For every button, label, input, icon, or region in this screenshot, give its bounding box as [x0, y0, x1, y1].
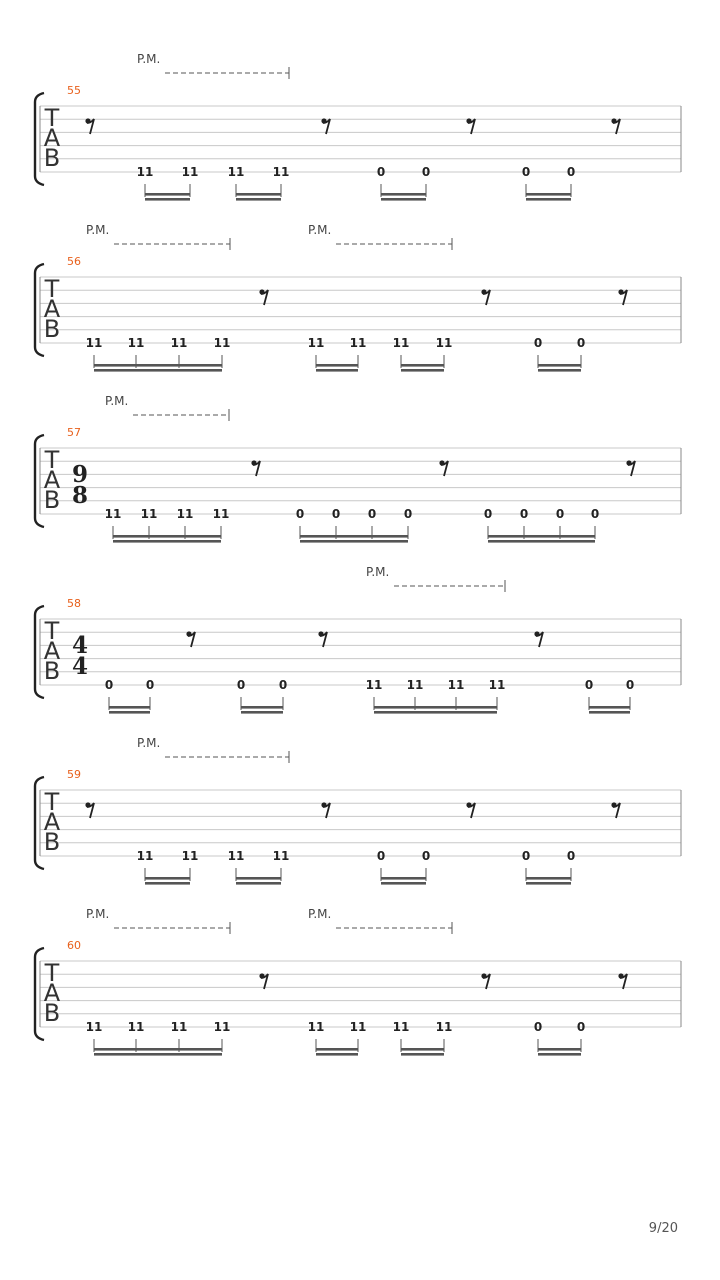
fret-number: 11 [140, 507, 158, 521]
beam [94, 1048, 222, 1051]
palm-mute-label: P.M. [137, 52, 161, 66]
beam [401, 369, 444, 372]
fret-number: 0 [584, 678, 594, 692]
tab-clef-letter: B [43, 486, 61, 514]
measure-number: 58 [67, 597, 81, 610]
tab-clef-letter: A [43, 637, 61, 665]
fret-number: 11 [104, 507, 122, 521]
beam [236, 198, 281, 201]
beam [538, 1048, 581, 1051]
tab-system [35, 907, 681, 1056]
beam [316, 1048, 358, 1051]
beam [374, 706, 497, 709]
fret-number: 0 [376, 849, 386, 863]
eighth-rest [85, 802, 94, 818]
fret-number: 11 [406, 678, 424, 692]
fret-number: 11 [227, 165, 245, 179]
tab-clef-letter: A [43, 979, 61, 1007]
fret-number: 0 [533, 336, 543, 350]
eighth-rest [466, 118, 475, 134]
fret-number: 11 [213, 336, 231, 350]
beam [109, 711, 150, 714]
beam [488, 540, 595, 543]
beam [241, 706, 283, 709]
fret-number: 0 [367, 507, 377, 521]
beam [401, 1048, 444, 1051]
tab-system [35, 565, 681, 714]
fret-number: 0 [295, 507, 305, 521]
fret-number: 0 [403, 507, 413, 521]
eighth-rest [439, 460, 448, 476]
fret-number: 11 [176, 507, 194, 521]
beam [538, 1053, 581, 1056]
beam [374, 711, 497, 714]
tab-clef-letter: B [43, 999, 61, 1027]
tab-clef-letter: T [44, 617, 60, 645]
tab-system [35, 394, 681, 543]
eighth-rest [618, 289, 627, 305]
beam [236, 882, 281, 885]
fret-number: 11 [307, 336, 325, 350]
fret-number: 0 [519, 507, 529, 521]
beam [381, 193, 426, 196]
eighth-rest [611, 118, 620, 134]
beam [526, 193, 571, 196]
eighth-rest [618, 973, 627, 989]
fret-number: 11 [85, 1020, 103, 1034]
measure-number: 57 [67, 426, 81, 439]
page-number: 9/20 [648, 1221, 678, 1236]
fret-number: 0 [590, 507, 600, 521]
fret-number: 11 [435, 336, 453, 350]
beam [316, 364, 358, 367]
eighth-rest [318, 631, 327, 647]
fret-number: 11 [170, 1020, 188, 1034]
tab-system [35, 52, 681, 201]
measure-number: 59 [67, 768, 81, 781]
fret-number: 11 [488, 678, 506, 692]
fret-number: 0 [555, 507, 565, 521]
palm-mute-label: P.M. [86, 223, 110, 237]
eighth-rest [611, 802, 620, 818]
fret-number: 11 [435, 1020, 453, 1034]
palm-mute-label: P.M. [308, 223, 332, 237]
beam [94, 369, 222, 372]
fret-number: 11 [272, 165, 290, 179]
beam [538, 364, 581, 367]
palm-mute-label: P.M. [137, 736, 161, 750]
tab-clef-letter: B [43, 657, 61, 685]
beam [94, 364, 222, 367]
time-signature-top: 4 [71, 632, 89, 659]
fret-number: 11 [272, 849, 290, 863]
measure-number: 55 [67, 84, 81, 97]
beam [589, 706, 630, 709]
fret-number: 11 [349, 336, 367, 350]
measure-number: 56 [67, 255, 81, 268]
fret-number: 0 [331, 507, 341, 521]
fret-number: 11 [136, 165, 154, 179]
fret-number: 11 [349, 1020, 367, 1034]
fret-number: 0 [533, 1020, 543, 1034]
tab-system [35, 736, 681, 885]
beam [236, 193, 281, 196]
beam [589, 711, 630, 714]
fret-number: 11 [213, 1020, 231, 1034]
tab-clef-letter: A [43, 808, 61, 836]
measure-number: 60 [67, 939, 81, 952]
eighth-rest [626, 460, 635, 476]
fret-number: 0 [421, 849, 431, 863]
fret-number: 0 [576, 1020, 586, 1034]
beam [526, 198, 571, 201]
tab-clef-letter: A [43, 466, 61, 494]
fret-number: 0 [521, 165, 531, 179]
fret-number: 11 [392, 336, 410, 350]
fret-number: 11 [85, 336, 103, 350]
fret-number: 0 [483, 507, 493, 521]
eighth-rest [466, 802, 475, 818]
tab-clef-letter: T [44, 788, 60, 816]
tab-clef-letter: T [44, 959, 60, 987]
fret-number: 0 [576, 336, 586, 350]
beam [109, 706, 150, 709]
eighth-rest [259, 973, 268, 989]
fret-number: 11 [447, 678, 465, 692]
eighth-rest [186, 631, 195, 647]
fret-number: 0 [145, 678, 155, 692]
fret-number: 11 [127, 1020, 145, 1034]
time-signature-bottom: 8 [71, 482, 89, 509]
eighth-rest [321, 802, 330, 818]
fret-number: 0 [566, 165, 576, 179]
beam [94, 1053, 222, 1056]
eighth-rest [85, 118, 94, 134]
beam [488, 535, 595, 538]
beam [538, 369, 581, 372]
fret-number: 11 [136, 849, 154, 863]
beam [401, 1053, 444, 1056]
eighth-rest [259, 289, 268, 305]
fret-number: 0 [236, 678, 246, 692]
beam [145, 198, 190, 201]
fret-number: 0 [566, 849, 576, 863]
beam [401, 364, 444, 367]
beam [300, 535, 408, 538]
beam [316, 1053, 358, 1056]
eighth-rest [534, 631, 543, 647]
beam [145, 882, 190, 885]
beam [381, 198, 426, 201]
tab-clef-letter: A [43, 124, 61, 152]
fret-number: 0 [521, 849, 531, 863]
tab-clef-letter: B [43, 315, 61, 343]
fret-number: 11 [212, 507, 230, 521]
beam [113, 540, 221, 543]
eighth-rest [481, 973, 490, 989]
beam [113, 535, 221, 538]
time-signature-bottom: 4 [71, 653, 89, 680]
fret-number: 0 [104, 678, 114, 692]
tab-clef-letter: T [44, 104, 60, 132]
eighth-rest [481, 289, 490, 305]
time-signature-top: 9 [71, 461, 89, 488]
beam [300, 540, 408, 543]
beam [526, 882, 571, 885]
fret-number: 0 [278, 678, 288, 692]
fret-number: 11 [307, 1020, 325, 1034]
beam [241, 711, 283, 714]
eighth-rest [321, 118, 330, 134]
palm-mute-label: P.M. [366, 565, 390, 579]
palm-mute-label: P.M. [86, 907, 110, 921]
tab-clef-letter: B [43, 828, 61, 856]
tab-clef-letter: T [44, 275, 60, 303]
fret-number: 0 [625, 678, 635, 692]
tab-clef-letter: T [44, 446, 60, 474]
fret-number: 11 [170, 336, 188, 350]
beam [316, 369, 358, 372]
beam [526, 877, 571, 880]
beam [236, 877, 281, 880]
beam [381, 882, 426, 885]
beam [381, 877, 426, 880]
fret-number: 0 [376, 165, 386, 179]
fret-number: 11 [181, 849, 199, 863]
fret-number: 11 [227, 849, 245, 863]
fret-number: 11 [392, 1020, 410, 1034]
fret-number: 0 [421, 165, 431, 179]
fret-number: 11 [181, 165, 199, 179]
tab-clef-letter: A [43, 295, 61, 323]
beam [145, 193, 190, 196]
tab-system [35, 223, 681, 372]
palm-mute-label: P.M. [105, 394, 129, 408]
beam [145, 877, 190, 880]
fret-number: 11 [127, 336, 145, 350]
fret-number: 11 [365, 678, 383, 692]
eighth-rest [251, 460, 260, 476]
palm-mute-label: P.M. [308, 907, 332, 921]
tab-clef-letter: B [43, 144, 61, 172]
